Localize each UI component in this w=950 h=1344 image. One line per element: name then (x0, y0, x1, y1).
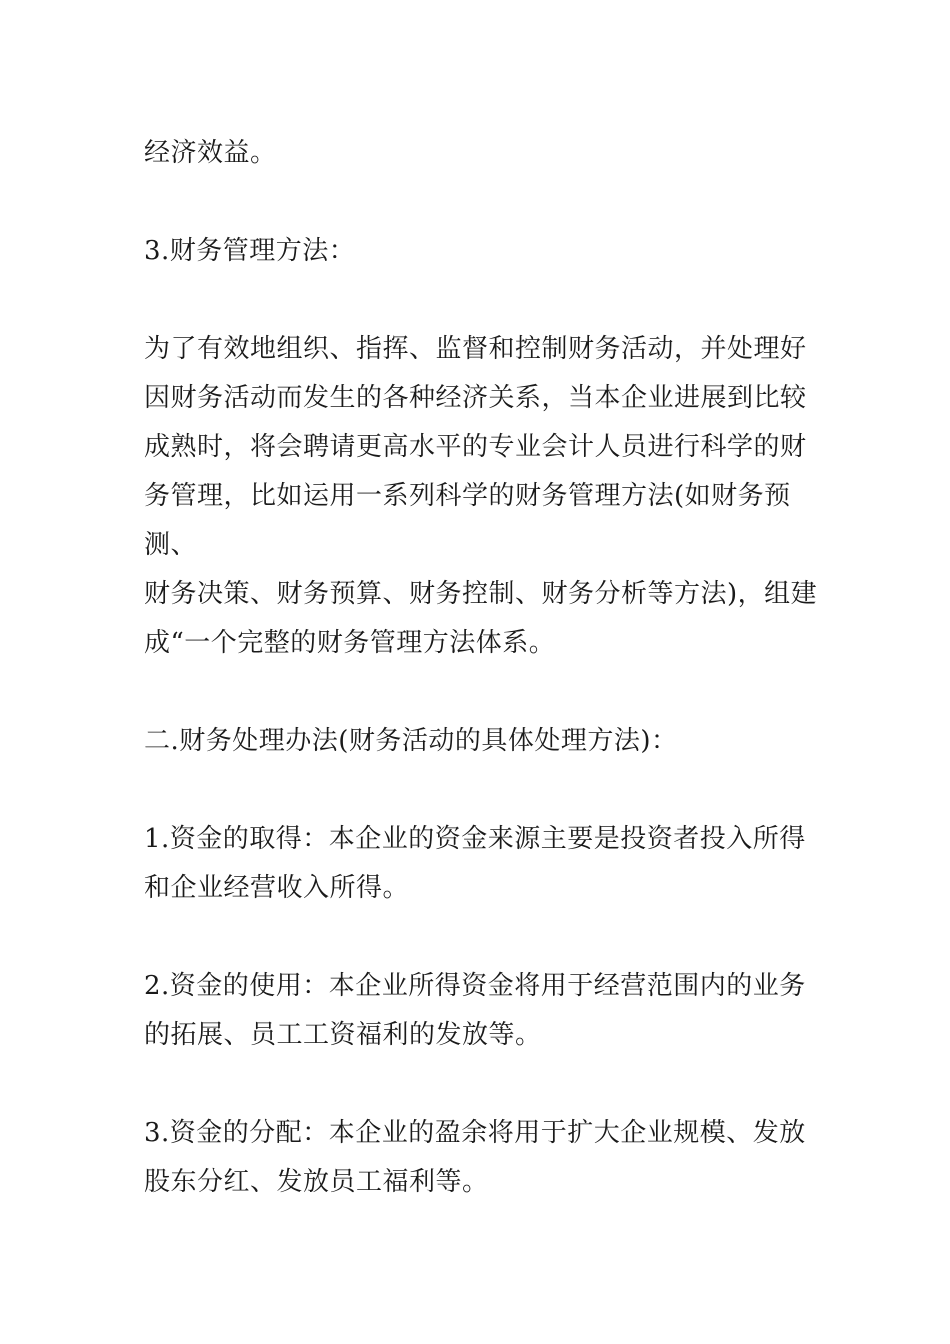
document-body (144, 129, 824, 1256)
paragraph-fund-acquisition: 1.资金的取得：本企业的资金来源主要是投资者投入所得 和企业经营收入所得。 (144, 824, 806, 903)
heading-financial-management-methods: 3.财务管理方法： (144, 236, 356, 266)
paragraph-fund-usage: 2.资金的使用：本企业所得资金将用于经营范围内的业务 的拓展、员工工资福利的发放等。 (144, 971, 806, 1050)
paragraph-financial-management-description: 为了有效地组织、指挥、监督和控制财务活动，并处理好 因财务活动而发生的各种经济关系，当本企业进展到比较 成熟时，将会聘请更高水平的专业会计人员进行科学的财 务管理，比如运用一系列科学的财务管理方法(如财务预测、 财务决策、财务预算、财务控制、财务分析等方法)，组建 成“一个完整的财务管理方法体系。 (144, 334, 818, 658)
paragraph-economic-benefit: 经济效益。 (144, 138, 277, 168)
paragraph-fund-distribution: 3.资金的分配：本企业的盈余将用于扩大企业规模、发放 股东分红、发放员工福利等。 (144, 1118, 806, 1197)
heading-financial-handling-methods: 二.财务处理办法(财务活动的具体处理方法)： (144, 726, 678, 756)
